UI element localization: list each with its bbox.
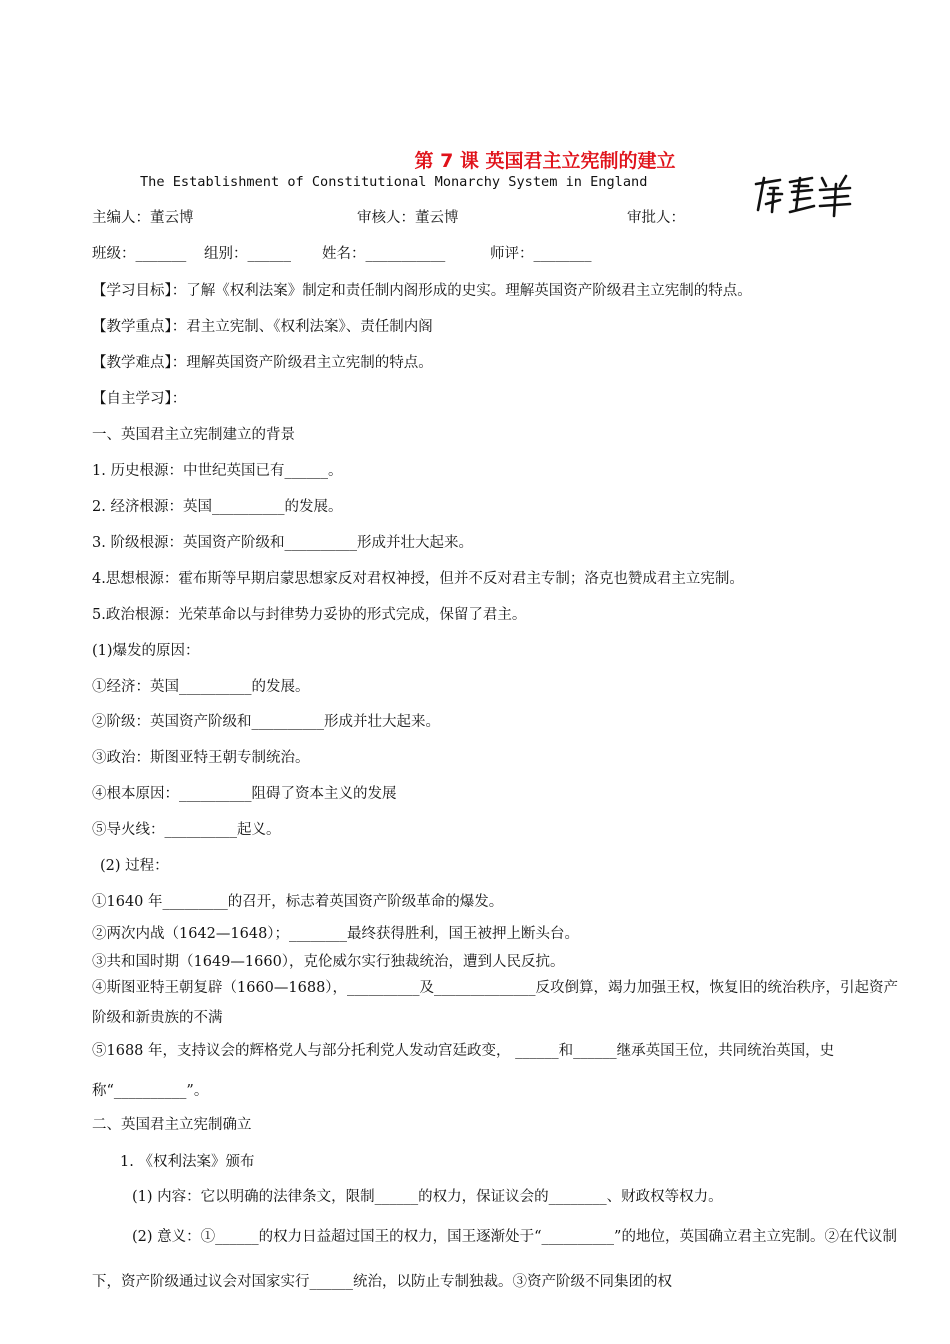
class-field: 班级：_______ — [92, 246, 187, 262]
background-item-4: 4.思想根源：霍布斯等早期启蒙思想家反对君权神授，但并不反对君主专制；洛克也赞成君主立宪制。 — [92, 571, 744, 587]
process-item-3: ③共和国时期（1649—1660），克伦威尔实行独裁统治，遭到人民反抗。 — [92, 954, 565, 970]
handwritten-signature — [750, 170, 855, 220]
self-study-heading: 【自主学习】： — [92, 391, 187, 407]
approver-label: 审批人： — [627, 210, 685, 226]
group-field: 组别：______ — [204, 246, 291, 262]
background-item-5: 5.政治根源：光荣革命以与封律势力妥协的形式完成，保留了君主。 — [92, 607, 527, 623]
bill-of-rights-content: (1) 内容：它以明确的法律条文，限制______的权力，保证议会的________、财政权等权力。 — [132, 1189, 723, 1205]
cause-item-2: ②阶级：英国资产阶级和__________形成并壮大起来。 — [92, 714, 440, 730]
process-heading: (2) 过程： — [100, 858, 169, 874]
meta-row-1 — [92, 207, 685, 229]
causes-heading: (1)爆发的原因： — [92, 643, 200, 659]
teacher-comment-field: 师评：________ — [490, 246, 592, 262]
learning-goal: 【学习目标】：了解《权利法案》制定和责任制内阁形成的史实。理解英国资产阶级君主立宪制的特点。 — [92, 283, 752, 299]
process-item-5: ⑤1688 年，支持议会的辉格党人与部分托利党人发动宫廷政变， ______和______继承英国王位，共同统治英国，史称“__________”。 — [92, 1043, 835, 1099]
background-item-3: 3. 阶级根源：英国资产阶级和__________形成并壮大起来。 — [92, 535, 473, 551]
background-item-2: 2. 经济根源：英国__________的发展。 — [92, 499, 343, 515]
teaching-focus: 【教学重点】：君主立宪制、《权利法案》、责任制内阁 — [92, 319, 433, 335]
editor-label: 主编人：董云博 — [92, 210, 194, 226]
page-title: 第 7 课 英国君主立宪制的建立 — [414, 150, 676, 172]
teaching-difficulty: 【教学难点】：理解英国资产阶级君主立宪制的特点。 — [92, 355, 433, 371]
process-item-4: ④斯图亚特王朝复辟（1660—1688），__________及______________反攻倒算，竭力加强王权，恢复旧的统治秩序，引起资产阶级和新贵族的不满 — [92, 980, 899, 1026]
process-item-1: ①1640 年_________的召开，标志着英国资产阶级革命的爆发。 — [92, 894, 504, 910]
cause-item-5: ⑤导火线：__________起义。 — [92, 822, 281, 838]
cause-item-3: ③政治：斯图亚特王朝专制统治。 — [92, 750, 310, 766]
cause-item-4: ④根本原因：__________阻碍了资本主义的发展 — [92, 786, 397, 802]
section-1-heading: 一、英国君主立宪制建立的背景 — [92, 427, 295, 443]
english-subtitle: The Establishment of Constitutional Monarchy System in England — [140, 174, 648, 190]
process-item-2: ②两次内战（1642—1648）；________最终获得胜利，国王被押上断头台。 — [92, 926, 580, 942]
bill-of-rights-significance: (2) 意义：①______的权力日益超过国王的权力，国王逐渐处于“__________”的地位，英国确立君主立宪制。②在代议制下，资产阶级通过议会对国家实行______统治，以防止专制独裁。③资产阶级不同集团的权 — [92, 1229, 897, 1290]
background-item-1: 1. 历史根源：中世纪英国已有______。 — [92, 463, 343, 479]
section-2-item-1: 1. 《权利法案》颁布 — [120, 1154, 255, 1170]
cause-item-1: ①经济：英国__________的发展。 — [92, 679, 310, 695]
section-2-heading: 二、英国君主立宪制确立 — [92, 1117, 252, 1133]
name-field: 姓名：___________ — [322, 246, 446, 262]
meta-row-2 — [92, 243, 592, 265]
reviewer-label: 审核人：董云博 — [357, 210, 459, 226]
